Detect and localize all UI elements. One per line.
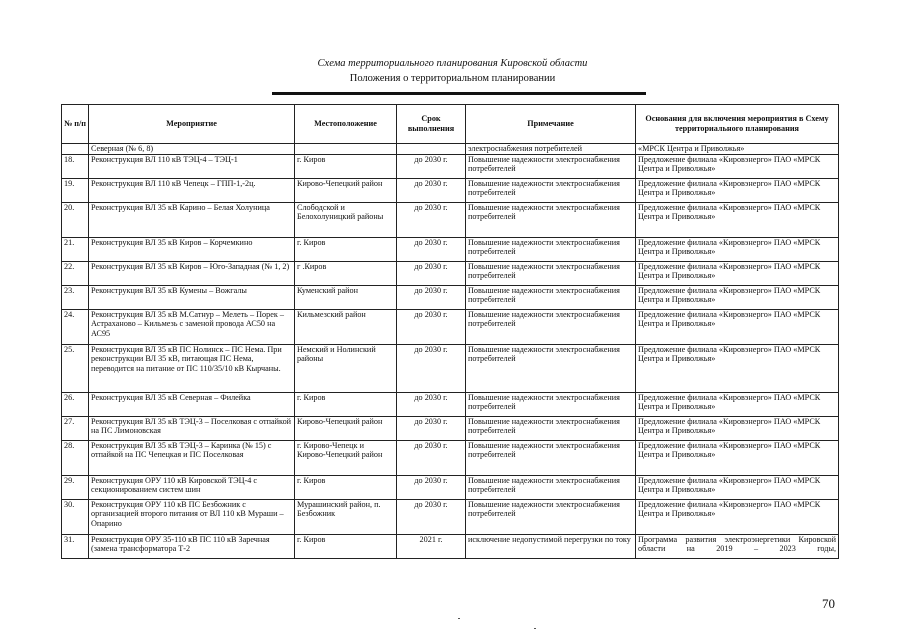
table-row	[62, 500, 839, 535]
cell-note: Повышение надежности электроснабжения потребителей	[466, 238, 636, 262]
cell-note: Повышение надежности электроснабжения потребителей	[466, 441, 636, 476]
col-header-basis: Основания для включения мероприятия в Схему территориального планирования	[636, 105, 839, 144]
table-row	[62, 238, 839, 262]
cell-note: Повышение надежности электроснабжения потребителей	[466, 203, 636, 238]
table-row	[62, 262, 839, 286]
cell-location: г. Кирово-Чепецк и Кирово-Чепецкий район	[295, 441, 397, 476]
cell-location: г. Киров	[295, 535, 397, 559]
table-row	[62, 417, 839, 441]
cell-event: Реконструкция ВЛ 35 кВ ТЭЦ-3 – Поселковая с отпайкой на ПС Лимоновская	[89, 417, 295, 441]
cell-basis: Предложение филиала «Кировэнерго» ПАО «МРСК Центра и Приволжья»	[636, 345, 839, 393]
cell-location: г. Киров	[295, 238, 397, 262]
cell-term: до 2030 г.	[397, 441, 466, 476]
cell-term	[397, 144, 466, 155]
cell-basis: Предложение филиала «Кировэнерго» ПАО «МРСК Центра и Приволжья»	[636, 155, 839, 179]
cell-location: г .Киров	[295, 262, 397, 286]
col-header-location: Местоположение	[295, 105, 397, 144]
col-header-term: Срок выполнения	[397, 105, 466, 144]
cell-num: 29.	[62, 476, 89, 500]
cell-num: 18.	[62, 155, 89, 179]
cell-num: 31.	[62, 535, 89, 559]
cell-num: 23.	[62, 286, 89, 310]
cell-term: до 2030 г.	[397, 476, 466, 500]
cell-location: Кирово-Чепецкий район	[295, 417, 397, 441]
cell-basis: Предложение филиала «Кировэнерго» ПАО «МРСК Центра и Приволжья»	[636, 417, 839, 441]
cell-event: Реконструкция ВЛ 35 кВ Киров – Юго-Западная (№ 1, 2)	[89, 262, 295, 286]
cell-basis: Предложение филиала «Кировэнерго» ПАО «МРСК Центра и Приволжья»	[636, 238, 839, 262]
measures-table	[61, 104, 839, 559]
cell-note: Повышение надежности электроснабжения потребителей	[466, 345, 636, 393]
cell-event: Реконструкция ВЛ 35 кВ ТЭЦ-3 – Каринка (№ 15) с отпайкой на ПС Чепецкая и ПС Поселковая	[89, 441, 295, 476]
cell-location	[295, 144, 397, 155]
cell-note: Повышение надежности электроснабжения потребителей	[466, 393, 636, 417]
cell-event: Реконструкция ВЛ 35 кВ Киров – Корчемкино	[89, 238, 295, 262]
cell-basis: Предложение филиала «Кировэнерго» ПАО «МРСК Центра и Приволжья»	[636, 286, 839, 310]
cell-term: до 2030 г.	[397, 417, 466, 441]
cell-basis: Предложение филиала «Кировэнерго» ПАО «МРСК Центра и Приволжья»	[636, 262, 839, 286]
cell-basis: «МРСК Центра и Приволжья»	[636, 144, 839, 155]
cell-term: до 2030 г.	[397, 203, 466, 238]
cell-term: до 2030 г.	[397, 500, 466, 535]
scan-speck	[458, 618, 460, 619]
table-row	[62, 535, 839, 559]
table-row	[62, 345, 839, 393]
cell-basis: Предложение филиала «Кировэнерго» ПАО «МРСК Центра и Приволжья»	[636, 179, 839, 203]
cell-term: до 2030 г.	[397, 286, 466, 310]
table-row	[62, 286, 839, 310]
cell-location: Кильмезский район	[295, 310, 397, 345]
cell-basis: Предложение филиала «Кировэнерго» ПАО «МРСК Центра и Приволжья»	[636, 203, 839, 238]
cell-num	[62, 144, 89, 155]
cell-event: Реконструкция ВЛ 110 кВ Чепецк – ГПП-1,-2ц.	[89, 179, 295, 203]
cell-num: 25.	[62, 345, 89, 393]
cell-event: Реконструкция ОРУ 35-110 кВ ПС 110 кВ Заречная (замена трансформатора Т-2	[89, 535, 295, 559]
cell-basis: Предложение филиала «Кировэнерго» ПАО «МРСК Центра и Приволжья»	[636, 500, 839, 535]
cell-note: Повышение надежности электроснабжения потребителей	[466, 500, 636, 535]
cell-num: 21.	[62, 238, 89, 262]
cell-term: до 2030 г.	[397, 155, 466, 179]
table-row	[62, 155, 839, 179]
table-row	[62, 476, 839, 500]
table-row	[62, 441, 839, 476]
cell-event: Реконструкция ВЛ 35 кВ Карино – Белая Холуница	[89, 203, 295, 238]
cell-note: Повышение надежности электроснабжения потребителей	[466, 179, 636, 203]
cell-term: до 2030 г.	[397, 345, 466, 393]
cell-num: 22.	[62, 262, 89, 286]
cell-note: Повышение надежности электроснабжения потребителей	[466, 286, 636, 310]
cell-num: 20.	[62, 203, 89, 238]
cell-event: Реконструкция ВЛ 35 кВ М.Сатнур – Мелеть – Порек – Астраханово – Кильмезь с заменой провода АС50 на АС95	[89, 310, 295, 345]
cell-num: 24.	[62, 310, 89, 345]
cell-event: Реконструкция ВЛ 35 кВ Кумены – Вожгалы	[89, 286, 295, 310]
cell-term: до 2030 г.	[397, 179, 466, 203]
col-header-event: Мероприятие	[89, 105, 295, 144]
cell-event: Реконструкция ВЛ 35 кВ ПС Нолинск – ПС Нема. При реконструкции ВЛ 35 кВ, питающая ПС Нема, переводится на питание от ПС 110/35/10 кВ Кырчаны.	[89, 345, 295, 393]
cell-note: Повышение надежности электроснабжения потребителей	[466, 310, 636, 345]
cell-basis: Предложение филиала «Кировэнерго» ПАО «МРСК Центра и Приволжья»	[636, 310, 839, 345]
cell-location: Куменский район	[295, 286, 397, 310]
cell-term: до 2030 г.	[397, 238, 466, 262]
cell-event: Реконструкция ОРУ 110 кВ Кировской ТЭЦ-4 с секционированием систем шин	[89, 476, 295, 500]
cell-location: Слободской и Белохолуницкий районы	[295, 203, 397, 238]
cell-note: исключение недопустимой перегрузки по току	[466, 535, 636, 559]
cell-term: до 2030 г.	[397, 310, 466, 345]
cell-event: Реконструкция ОРУ 110 кВ ПС Безбожник с организацией второго питания от ВЛ 110 кВ Мураши – Опарино	[89, 500, 295, 535]
cell-event: Реконструкция ВЛ 35 кВ Северная – Филейка	[89, 393, 295, 417]
col-header-note: Примечание	[466, 105, 636, 144]
cell-event: Северная (№ 6, 8)	[89, 144, 295, 155]
cell-num: 27.	[62, 417, 89, 441]
table-row	[62, 310, 839, 345]
cell-note: Повышение надежности электроснабжения потребителей	[466, 476, 636, 500]
table-row	[62, 203, 839, 238]
cell-term: 2021 г.	[397, 535, 466, 559]
table-row	[62, 179, 839, 203]
scan-speck	[534, 628, 536, 629]
document-subtitle: Положения о территориальном планировании	[349, 73, 556, 84]
cell-note: Повышение надежности электроснабжения потребителей	[466, 417, 636, 441]
cell-num: 30.	[62, 500, 89, 535]
cell-num: 28.	[62, 441, 89, 476]
cell-location: г. Киров	[295, 476, 397, 500]
table-row	[62, 144, 839, 155]
cell-term: до 2030 г.	[397, 393, 466, 417]
cell-basis: Предложение филиала «Кировэнерго» ПАО «МРСК Центра и Приволжья»	[636, 441, 839, 476]
cell-note: Повышение надежности электроснабжения потребителей	[466, 262, 636, 286]
cell-location: Кирово-Чепецкий район	[295, 179, 397, 203]
table-row	[62, 393, 839, 417]
col-header-num: № п/п	[62, 105, 89, 144]
cell-basis: Предложение филиала «Кировэнерго» ПАО «МРСК Центра и Приволжья»	[636, 476, 839, 500]
cell-num: 19.	[62, 179, 89, 203]
page-number: 70	[822, 596, 835, 611]
table-header-row	[62, 105, 839, 144]
cell-location: г. Киров	[295, 393, 397, 417]
cell-location: Немский и Нолинский районы	[295, 345, 397, 393]
cell-location: Мурашинский район, п. Безбожник	[295, 500, 397, 535]
cell-term: до 2030 г.	[397, 262, 466, 286]
cell-basis: Предложение филиала «Кировэнерго» ПАО «МРСК Центра и Приволжья»	[636, 393, 839, 417]
cell-event: Реконструкция ВЛ 110 кВ ТЭЦ-4 – ТЭЦ-1	[89, 155, 295, 179]
cell-note: Повышение надежности электроснабжения потребителей	[466, 155, 636, 179]
header-rule	[272, 92, 646, 95]
cell-note: электроснабжения потребителей	[466, 144, 636, 155]
cell-location: г. Киров	[295, 155, 397, 179]
cell-basis: Программа развития электроэнергетики Кировской области на 2019 – 2023 годы,	[636, 535, 839, 559]
document-title: Схема территориального планирования Кировской области	[317, 58, 588, 69]
cell-num: 26.	[62, 393, 89, 417]
